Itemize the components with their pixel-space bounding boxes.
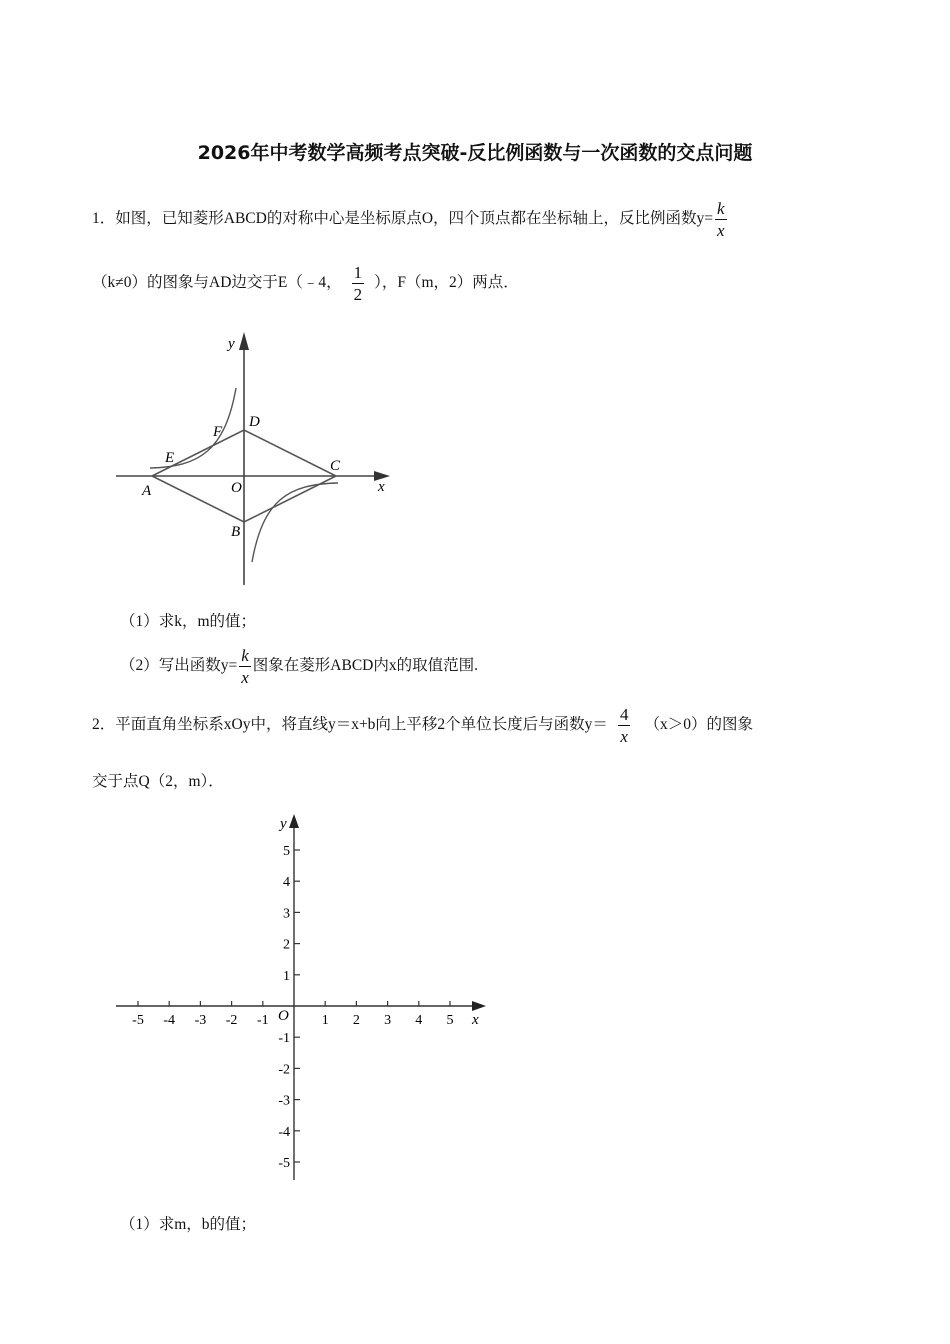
q1-line2-post: ），F（m，2）两点． — [374, 274, 519, 292]
frac-numerator: 1 — [353, 263, 363, 282]
y-tick-label: -1 — [278, 1031, 290, 1047]
frac-denominator: 2 — [353, 285, 363, 304]
x-tick-label: 3 — [384, 1013, 392, 1028]
q1-figure — [110, 330, 400, 590]
frac-denominator: x — [620, 727, 628, 746]
y-tick-label: -2 — [278, 1062, 290, 1078]
y-axis-label: y — [228, 336, 235, 352]
point-label-f: F — [213, 424, 223, 440]
q1-sub2-post: 图象在菱形ABCD内x的取值范围. — [252, 657, 478, 675]
y-tick-label: -3 — [278, 1093, 290, 1109]
q2-sub1: （1）求m，b的值； — [120, 1216, 257, 1233]
q2-line1-pre: 2．平面直角坐标系xOy中，将直线y＝x+b向上平移2个单位长度后与函数y＝ — [92, 716, 608, 734]
y-axis-label: y — [280, 816, 287, 832]
y-tick-label: 4 — [283, 875, 290, 891]
y-tick-label: -4 — [278, 1124, 290, 1140]
point-label-b: B — [231, 524, 241, 540]
y-tick-label: 3 — [283, 906, 290, 922]
point-label-e: E — [165, 450, 175, 466]
y-tick-label: 1 — [283, 968, 290, 984]
origin-label: O — [278, 1008, 289, 1024]
q1-line1-text: 1．如图，已知菱形ABCD的对称中心是坐标原点O，四个顶点都在坐标轴上，反比例函数y= — [92, 210, 714, 228]
q1-sub2 — [120, 647, 478, 686]
q2-line1-post: （x＞0）的图象 — [644, 716, 753, 734]
y-axis-arrow — [239, 332, 249, 350]
frac-numerator: k — [717, 199, 725, 218]
x-axis-label: x — [378, 479, 385, 495]
frac-denominator: x — [241, 668, 249, 687]
origin-label: O — [231, 480, 242, 496]
x-tick-label: -3 — [194, 1013, 207, 1028]
frac-numerator: 4 — [619, 705, 629, 724]
point-label-c: C — [330, 458, 341, 474]
y-axis-arrow — [289, 814, 299, 828]
x-axis-arrow — [472, 1001, 486, 1011]
q2-line2: 交于点Q（2，m）． — [92, 773, 224, 790]
point-label-a: A — [142, 483, 152, 499]
frac-denominator: x — [717, 221, 725, 240]
hyperbola-branch-right — [252, 483, 338, 562]
x-tick-label: 1 — [321, 1013, 329, 1028]
q1-fraction-half — [352, 264, 365, 303]
q1-line2 — [92, 264, 519, 303]
y-tick-label: -5 — [278, 1156, 290, 1171]
q1-line2-pre: （k≠0）的图象与AD边交于E（﹣4， — [92, 274, 342, 292]
point-label-d: D — [249, 414, 260, 430]
x-tick-label: 5 — [446, 1013, 454, 1028]
q2-coordinate-grid — [110, 808, 495, 1188]
x-tick-label: 4 — [415, 1013, 423, 1028]
x-axis-label: x — [472, 1012, 479, 1028]
q1-sub2-pre: （2）写出函数y= — [120, 657, 238, 675]
q1-sub1: （1）求k，m的值； — [120, 613, 257, 630]
q1-line1 — [92, 200, 729, 239]
q2-line1 — [92, 706, 753, 745]
x-tick-label: -4 — [163, 1013, 176, 1028]
x-tick-label: -1 — [256, 1013, 269, 1028]
frac-numerator: k — [241, 646, 249, 665]
q2-fraction-4-over-x — [618, 706, 631, 745]
q1-fraction-k-over-x — [715, 200, 727, 239]
y-tick-label: 5 — [283, 844, 290, 859]
x-tick-label: -5 — [132, 1013, 144, 1028]
x-tick-label: -2 — [225, 1013, 238, 1028]
y-tick-label: 2 — [283, 937, 290, 953]
q1-sub2-fraction — [239, 647, 251, 686]
x-tick-label: 2 — [352, 1013, 360, 1028]
page-title: 2026年中考数学高频考点突破-反比例函数与一次函数的交点问题 — [197, 142, 753, 164]
